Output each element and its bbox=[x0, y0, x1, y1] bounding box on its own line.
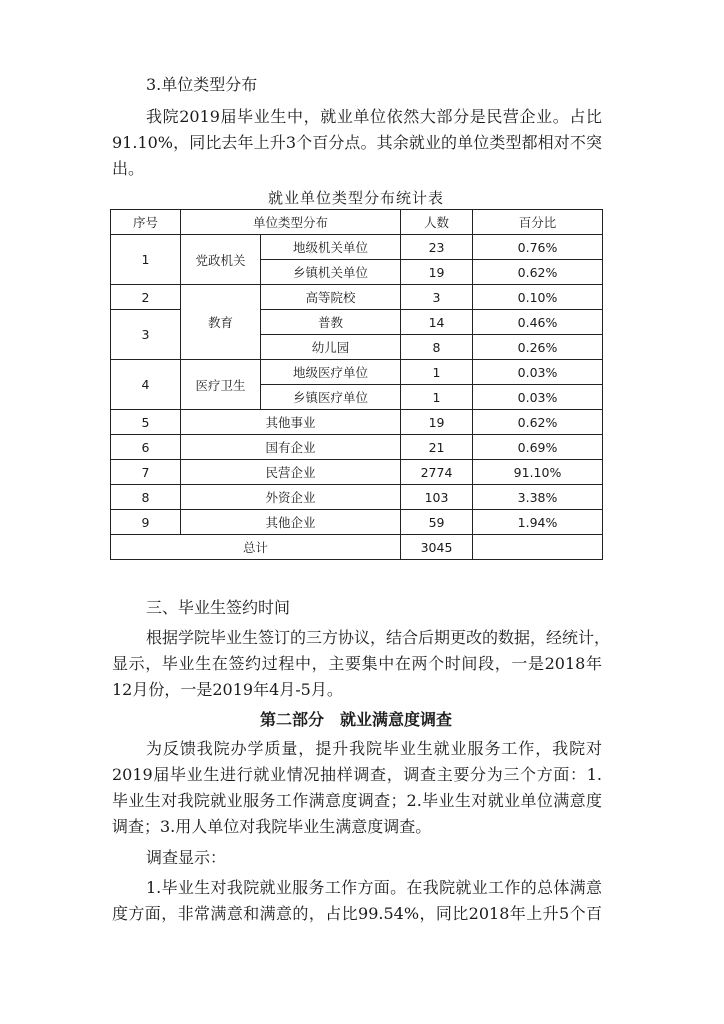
paragraph-line: 2019届毕业生进行就业情况抽样调查，调查主要分为三个方面：1. bbox=[112, 765, 602, 784]
table-row bbox=[111, 285, 603, 310]
cell-index: 6 bbox=[111, 435, 181, 460]
table-header-row bbox=[111, 210, 603, 235]
cell-index: 8 bbox=[111, 485, 181, 510]
cell-index: 9 bbox=[111, 510, 181, 535]
cell-pct: 1.94% bbox=[473, 510, 603, 535]
cell-sub-type: 乡镇机关单位 bbox=[261, 260, 401, 285]
cell-type: 其他企业 bbox=[181, 510, 401, 535]
unit-type-table bbox=[110, 209, 603, 560]
cell-group: 医疗卫生 bbox=[181, 360, 261, 410]
cell-pct: 0.76% bbox=[473, 235, 603, 260]
cell-count: 59 bbox=[401, 510, 473, 535]
cell-pct: 0.03% bbox=[473, 385, 603, 410]
cell-index: 4 bbox=[111, 360, 181, 410]
cell-sub-type: 乡镇医疗单位 bbox=[261, 385, 401, 410]
cell-group: 教育 bbox=[181, 285, 261, 360]
paragraph-line: 我院2019届毕业生中，就业单位依然大部分是民营企业。占比 bbox=[146, 107, 602, 126]
cell-sub-type: 普教 bbox=[261, 310, 401, 335]
section-heading-signing-time: 三、毕业生签约时间 bbox=[146, 598, 291, 617]
cell-index: 5 bbox=[111, 410, 181, 435]
paragraph-line: 显示，毕业生在签约过程中，主要集中在两个时间段，一是2018年 bbox=[112, 654, 602, 673]
cell-count: 1 bbox=[401, 385, 473, 410]
cell-count: 1 bbox=[401, 360, 473, 385]
cell-pct: 0.62% bbox=[473, 260, 603, 285]
table-total-row bbox=[111, 535, 603, 560]
cell-sub-type: 高等院校 bbox=[261, 285, 401, 310]
cell-total-label: 总计 bbox=[111, 535, 401, 560]
cell-count: 21 bbox=[401, 435, 473, 460]
table-row bbox=[111, 510, 603, 535]
cell-type: 国有企业 bbox=[181, 435, 401, 460]
cell-group: 党政机关 bbox=[181, 235, 261, 285]
header-pct: 百分比 bbox=[473, 210, 603, 235]
paragraph-line: 毕业生对我院就业服务工作满意度调查；2.毕业生对就业单位满意度 bbox=[112, 791, 602, 810]
cell-sub-type: 地级机关单位 bbox=[261, 235, 401, 260]
cell-type: 外资企业 bbox=[181, 485, 401, 510]
cell-count: 3 bbox=[401, 285, 473, 310]
cell-total-count: 3045 bbox=[401, 535, 473, 560]
cell-sub-type: 地级医疗单位 bbox=[261, 360, 401, 385]
paragraph-line: 出。 bbox=[112, 159, 145, 178]
cell-pct: 0.62% bbox=[473, 410, 603, 435]
table-row bbox=[111, 435, 603, 460]
table-row bbox=[111, 460, 603, 485]
cell-sub-type: 幼儿园 bbox=[261, 335, 401, 360]
header-type: 单位类型分布 bbox=[181, 210, 401, 235]
paragraph-line: 根据学院毕业生签订的三方协议，结合后期更改的数据，经统计， bbox=[146, 628, 611, 647]
cell-count: 14 bbox=[401, 310, 473, 335]
paragraph-line: 调查显示： bbox=[146, 848, 227, 867]
cell-pct: 3.38% bbox=[473, 485, 603, 510]
paragraph-line: 1.毕业生对我院就业服务工作方面。在我院就业工作的总体满意 bbox=[146, 878, 602, 897]
table-caption: 就业单位类型分布统计表 bbox=[267, 189, 444, 207]
cell-index: 2 bbox=[111, 285, 181, 310]
paragraph-line: 12月份，一是2019年4月-5月。 bbox=[112, 680, 343, 699]
table-row bbox=[111, 235, 603, 260]
section-heading-unit-type: 3.单位类型分布 bbox=[146, 75, 258, 94]
paragraph-line: 91.10%，同比去年上升3个百分点。其余就业的单位类型都相对不突 bbox=[112, 133, 602, 152]
paragraph-line: 为反馈我院办学质量，提升我院毕业生就业服务工作，我院对 bbox=[146, 739, 602, 758]
cell-pct: 0.10% bbox=[473, 285, 603, 310]
table-row bbox=[111, 485, 603, 510]
table-row bbox=[111, 410, 603, 435]
cell-pct: 91.10% bbox=[473, 460, 603, 485]
cell-total-pct bbox=[473, 535, 603, 560]
cell-pct: 0.26% bbox=[473, 335, 603, 360]
cell-count: 19 bbox=[401, 410, 473, 435]
cell-index: 7 bbox=[111, 460, 181, 485]
cell-count: 23 bbox=[401, 235, 473, 260]
cell-index: 1 bbox=[111, 235, 181, 285]
cell-type: 民营企业 bbox=[181, 460, 401, 485]
cell-count: 8 bbox=[401, 335, 473, 360]
table-row bbox=[111, 360, 603, 385]
header-count: 人数 bbox=[401, 210, 473, 235]
cell-count: 2774 bbox=[401, 460, 473, 485]
paragraph-line: 度方面，非常满意和满意的，占比99.54%，同比2018年上升5个百 bbox=[112, 904, 602, 923]
part-heading: 第二部分 就业满意度调查 bbox=[259, 710, 452, 729]
cell-pct: 0.69% bbox=[473, 435, 603, 460]
cell-pct: 0.03% bbox=[473, 360, 603, 385]
cell-count: 103 bbox=[401, 485, 473, 510]
header-index: 序号 bbox=[111, 210, 181, 235]
cell-index: 3 bbox=[111, 310, 181, 360]
paragraph-line: 调查；3.用人单位对我院毕业生满意度调查。 bbox=[112, 817, 432, 836]
cell-pct: 0.46% bbox=[473, 310, 603, 335]
cell-type: 其他事业 bbox=[181, 410, 401, 435]
cell-count: 19 bbox=[401, 260, 473, 285]
